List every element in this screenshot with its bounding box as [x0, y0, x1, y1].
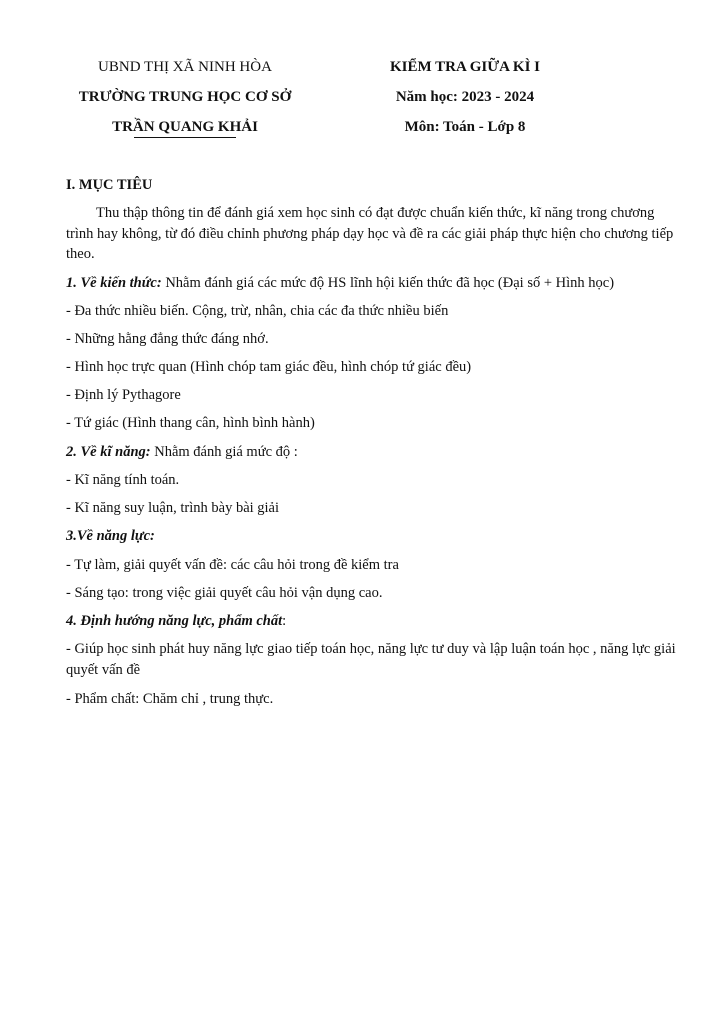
- list-item: - Những hằng đẳng thức đáng nhớ.: [66, 331, 269, 347]
- competence-heading: 3.Về năng lực:: [66, 528, 155, 544]
- school-name: [60, 118, 310, 136]
- section-title: I. MỤC TIÊU: [66, 177, 153, 193]
- intro-paragraph: Thu thập thông tin để đánh giá xem học sinh có đạt được chuẩn kiến thức, kĩ năng trong chương trình hay không, từ đó điều chỉnh phương pháp dạy học và đề ra các giải pháp thực hiện cho chương tiếp theo.: [66, 205, 674, 262]
- knowledge-heading: 1. Về kiến thức:: [66, 275, 162, 291]
- subject-grade: Môn: Toán - Lớp 8: [404, 119, 526, 135]
- list-item: - Kĩ năng tính toán.: [66, 472, 180, 488]
- orientation-item: - Phẩm chất: Chăm chỉ , trung thực.: [66, 691, 274, 707]
- skills-text: Nhằm đánh giá mức độ :: [150, 444, 298, 460]
- list-item: - Tứ giác (Hình thang cân, hình bình hành): [66, 415, 315, 431]
- school-type: TRƯỜNG TRUNG HỌC CƠ SỞ: [78, 89, 292, 105]
- school-year: Năm học: 2023 - 2024: [395, 89, 535, 105]
- list-item: - Hình học trực quan (Hình chóp tam giác đều, hình chóp tứ giác đều): [66, 359, 472, 375]
- orientation-line: [66, 612, 286, 630]
- list-item: - Đa thức nhiều biến. Cộng, trừ, nhân, chia các đa thức nhiều biến: [66, 303, 449, 319]
- school-name-text: TRẦN QUANG KHẢI: [112, 119, 258, 135]
- knowledge-text: Nhằm đánh giá các mức độ HS lĩnh hội kiến thức đã học (Đại số + Hình học): [161, 275, 615, 291]
- list-item: - Định lý Pythagore: [66, 387, 181, 403]
- knowledge-line: [66, 274, 614, 292]
- skills-heading: 2. Về kĩ năng:: [66, 444, 151, 460]
- orientation-colon: :: [282, 613, 287, 629]
- school-name-underline: [134, 137, 236, 138]
- list-item: - Tự làm, giải quyết vấn đề: các câu hỏi trong đề kiểm tra: [66, 557, 399, 573]
- agency-name: UBND THỊ XÃ NINH HÒA: [98, 59, 272, 75]
- list-item: - Sáng tạo: trong việc giải quyết câu hỏi vận dụng cao.: [66, 585, 383, 601]
- skills-line: [66, 443, 298, 461]
- exam-title: KIỂM TRA GIỮA KÌ I: [389, 59, 541, 75]
- list-item: - Kĩ năng suy luận, trình bày bài giải: [66, 500, 280, 516]
- orientation-heading: 4. Định hướng năng lực, phẩm chất: [66, 613, 283, 629]
- orientation-item: - Giúp học sinh phát huy năng lực giao tiếp toán học, năng lực tư duy và lập luận toán học , năng lực giải quyết vấn đề: [66, 641, 676, 678]
